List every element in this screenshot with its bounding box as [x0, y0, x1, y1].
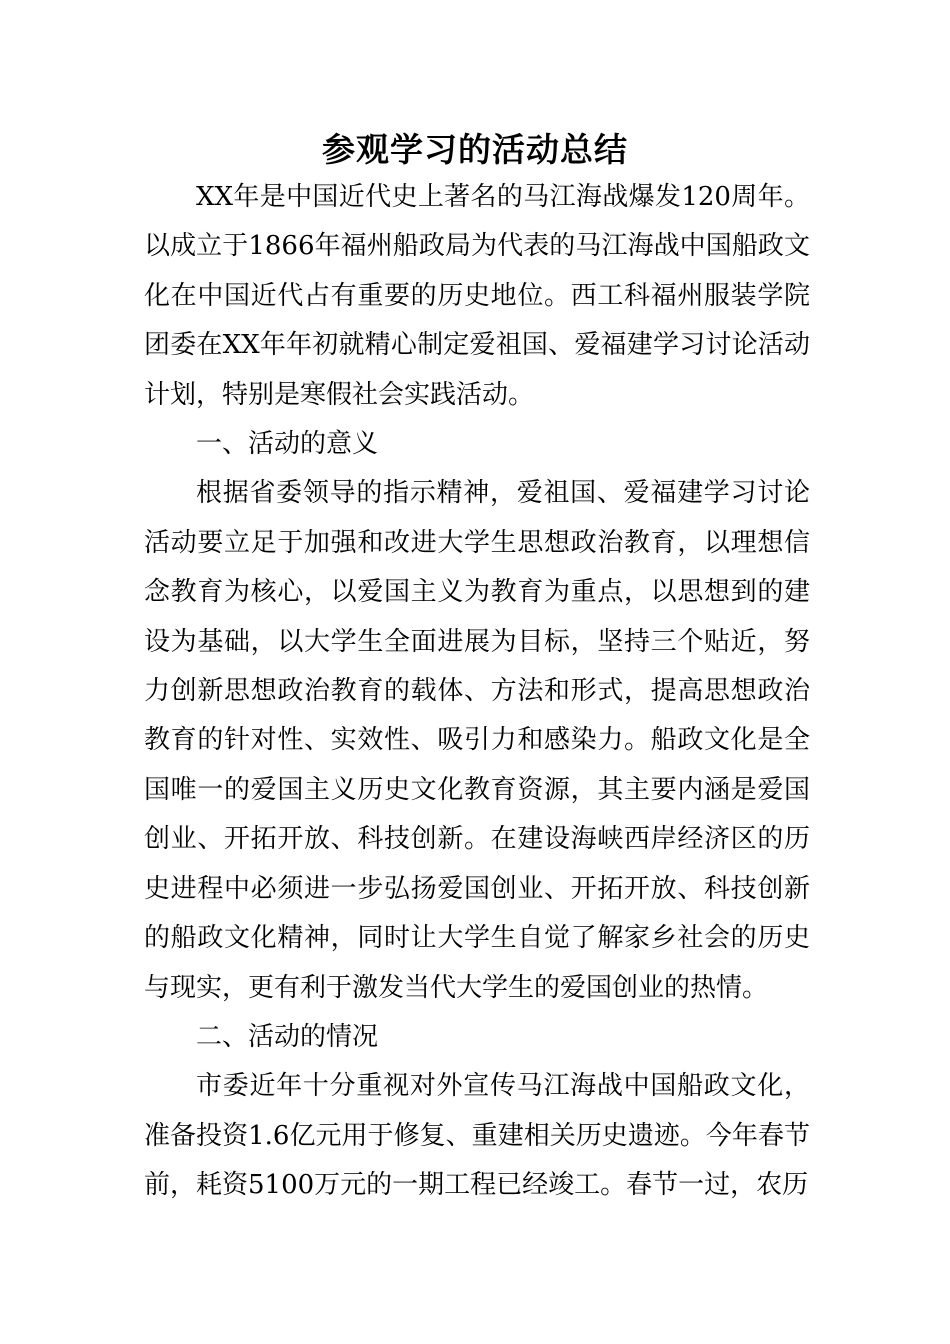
document-title: 参观学习的活动总结 — [322, 130, 628, 169]
situation-paragraph: 市委近年十分重视对外宣传马江海战中国船政文化，准备投资1.6亿元用于修复、重建相关历史遗迹。今年春节前，耗资5100万元的一期工程已经竣工。春节一过，农历 — [144, 1071, 810, 1201]
intro-paragraph: XX年是中国近代史上著名的马江海战爆发120周年。以成立于1866年福州船政局为代表的马江海战中国船政文化在中国近代占有重要的历史地位。西工科福州服装学院团委在XX年年初就精心制定爱祖国、爱福建学习讨论活动计划，特别是寒假社会实践活动。 — [144, 182, 810, 410]
significance-paragraph: 根据省委领导的指示精神，爱祖国、爱福建学习讨论活动要立足于加强和改进大学生思想政治教育，以理想信念教育为核心，以爱国主义为教育为重点，以思想到的建设为基础，以大学生全面进展为目标，坚持三个贴近，努力创新思想政治教育的载体、方法和形式，提高思想政治教育的针对性、实效性、吸引力和感染力。船政文化是全国唯一的爱国主义历史文化教育资源，其主要内涵是爱国创业、开拓开放、科技创新。在建设海峡西岸经济区的历史进程中必须进一步弘扬爱国创业、开拓开放、科技创新的船政文化精神，同时让大学生自觉了解家乡社会的历史与现实，更有利于激发当代大学生的爱国创业的热情。 — [144, 478, 810, 1003]
section-heading-significance: 一、活动的意义 — [196, 429, 379, 460]
document-body — [144, 173, 810, 1211]
section-heading-situation: 二、活动的情况 — [196, 1021, 379, 1052]
